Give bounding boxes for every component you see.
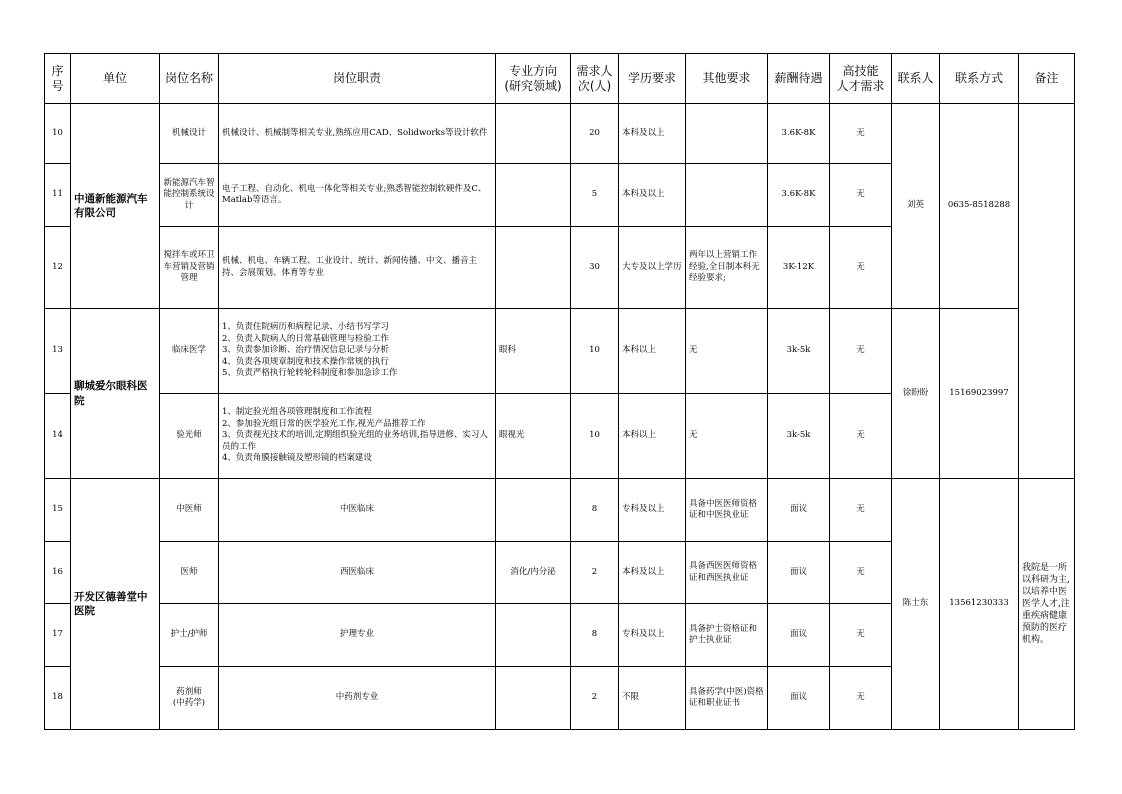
high-skill: 无	[830, 542, 892, 604]
position-name: 新能源汽车智能控制系统设计	[160, 164, 219, 227]
count: 5	[571, 164, 619, 227]
unit-name: 聊城爱尔眼科医院	[71, 309, 160, 479]
high-skill: 无	[830, 104, 892, 164]
duties: 机械、机电、车辆工程、工业设计、统计、新闻传播、中文、播音主持、会展策划、体育等专业	[219, 227, 496, 309]
high-skill: 无	[830, 394, 892, 479]
education: 本科及以上	[619, 104, 686, 164]
salary: 3k-5k	[768, 394, 830, 479]
duties: 机械设计、机械制等相关专业,熟练应用CAD、Solidworks等设计软件	[219, 104, 496, 164]
contact-person: 刘英	[892, 104, 940, 309]
major	[496, 479, 571, 542]
major	[496, 164, 571, 227]
position-name: 搅拌车或环卫车营销及营销管理	[160, 227, 219, 309]
duties: 电子工程、自动化、机电一体化等相关专业;熟悉智能控制软硬件及C、Matlab等语言。	[219, 164, 496, 227]
recruitment-table	[44, 53, 1075, 730]
other-requirements: 两年以上营销工作经验,全日制本科无经验要求;	[686, 227, 768, 309]
salary: 面议	[768, 604, 830, 667]
other-requirements: 具备药学(中医)资格证和职业证书	[686, 667, 768, 730]
row-no: 12	[45, 227, 71, 309]
other-requirements: 具备护士资格证和护士执业证	[686, 604, 768, 667]
header-major: 专业方向 (研究领域)	[496, 54, 571, 104]
education: 不限	[619, 667, 686, 730]
high-skill: 无	[830, 604, 892, 667]
education: 本科及以上	[619, 542, 686, 604]
table-row	[45, 104, 1075, 164]
education: 大专及以上学历	[619, 227, 686, 309]
unit-name: 开发区德善堂中医院	[71, 479, 160, 730]
high-skill: 无	[830, 309, 892, 394]
header-education: 学历要求	[619, 54, 686, 104]
row-no: 13	[45, 309, 71, 394]
other-requirements: 无	[686, 394, 768, 479]
position-name: 验光师	[160, 394, 219, 479]
major: 消化/内分泌	[496, 542, 571, 604]
header-phone: 联系方式	[940, 54, 1019, 104]
count: 8	[571, 604, 619, 667]
header-contact: 联系人	[892, 54, 940, 104]
contact-person: 徐盼盼	[892, 309, 940, 479]
other-requirements	[686, 104, 768, 164]
row-no: 18	[45, 667, 71, 730]
contact-phone: 0635-8518288	[940, 104, 1019, 309]
salary: 面议	[768, 667, 830, 730]
high-skill: 无	[830, 164, 892, 227]
other-requirements	[686, 164, 768, 227]
major	[496, 667, 571, 730]
education: 本科及以上	[619, 164, 686, 227]
remark: 我院是一所以科研为主,以培养中医医学人才,注重疾病健康预防的医疗机构。	[1019, 479, 1075, 730]
count: 20	[571, 104, 619, 164]
header-high-skill: 高技能 人才需求	[830, 54, 892, 104]
high-skill: 无	[830, 479, 892, 542]
contact-phone: 13561230333	[940, 479, 1019, 730]
contact-person: 陈士东	[892, 479, 940, 730]
count: 2	[571, 542, 619, 604]
other-requirements: 具备西医医师资格证和西医执业证	[686, 542, 768, 604]
duties: 中医临床	[219, 479, 496, 542]
position-name: 护士/护师	[160, 604, 219, 667]
row-no: 17	[45, 604, 71, 667]
education: 本科以上	[619, 309, 686, 394]
table-row	[45, 309, 1075, 394]
position-name: 中医师	[160, 479, 219, 542]
header-other: 其他要求	[686, 54, 768, 104]
count: 2	[571, 667, 619, 730]
duties: 中药剂专业	[219, 667, 496, 730]
high-skill: 无	[830, 667, 892, 730]
header-row	[45, 54, 1075, 104]
major	[496, 604, 571, 667]
table-row	[45, 479, 1075, 542]
duties: 1、制定验光组各项管理制度和工作流程 2、参加验光组日常的医学验光工作,视光产品推荐工作 3、负责视光技术的培训,定期组织验光组的业务培训,指导进修、实习人员的工作 4、负责角膜接触镜及塑形镜的档案建设	[219, 394, 496, 479]
position-name: 药剂师 (中药学)	[160, 667, 219, 730]
count: 10	[571, 309, 619, 394]
header-salary: 薪酬待遇	[768, 54, 830, 104]
major	[496, 227, 571, 309]
position-name: 医师	[160, 542, 219, 604]
salary: 3.6K-8K	[768, 164, 830, 227]
salary: 面议	[768, 479, 830, 542]
contact-phone: 15169023997	[940, 309, 1019, 479]
count: 10	[571, 394, 619, 479]
education: 本科以上	[619, 394, 686, 479]
row-no: 14	[45, 394, 71, 479]
count: 8	[571, 479, 619, 542]
header-position: 岗位名称	[160, 54, 219, 104]
header-count: 需求人 次(人)	[571, 54, 619, 104]
position-name: 机械设计	[160, 104, 219, 164]
salary: 3K-12K	[768, 227, 830, 309]
major	[496, 104, 571, 164]
position-name: 临床医学	[160, 309, 219, 394]
salary: 3.6K-8K	[768, 104, 830, 164]
header-no: 序 号	[45, 54, 71, 104]
education: 专科及以上	[619, 604, 686, 667]
row-no: 10	[45, 104, 71, 164]
row-no: 15	[45, 479, 71, 542]
salary: 面议	[768, 542, 830, 604]
duties: 护理专业	[219, 604, 496, 667]
row-no: 16	[45, 542, 71, 604]
education: 专科及以上	[619, 479, 686, 542]
salary: 3k-5k	[768, 309, 830, 394]
duties: 1、负责住院病历和病程记录、小结书写学习 2、负责入院病人的日常基础管理与检验工作 3、负责参加诊断、治疗情况信息记录与分析 4、负责各项规章制度和技术操作常规的执行 5、负责严格执行轮转轮科制度和参加急诊工作	[219, 309, 496, 394]
major: 眼视光	[496, 394, 571, 479]
duties: 西医临床	[219, 542, 496, 604]
unit-name: 中通新能源汽车有限公司	[71, 104, 160, 309]
other-requirements: 无	[686, 309, 768, 394]
remark	[1019, 104, 1075, 479]
high-skill: 无	[830, 227, 892, 309]
major: 眼科	[496, 309, 571, 394]
other-requirements: 具备中医医师资格证和中医执业证	[686, 479, 768, 542]
header-duties: 岗位职责	[219, 54, 496, 104]
header-remark: 备注	[1019, 54, 1075, 104]
row-no: 11	[45, 164, 71, 227]
count: 30	[571, 227, 619, 309]
header-unit: 单位	[71, 54, 160, 104]
